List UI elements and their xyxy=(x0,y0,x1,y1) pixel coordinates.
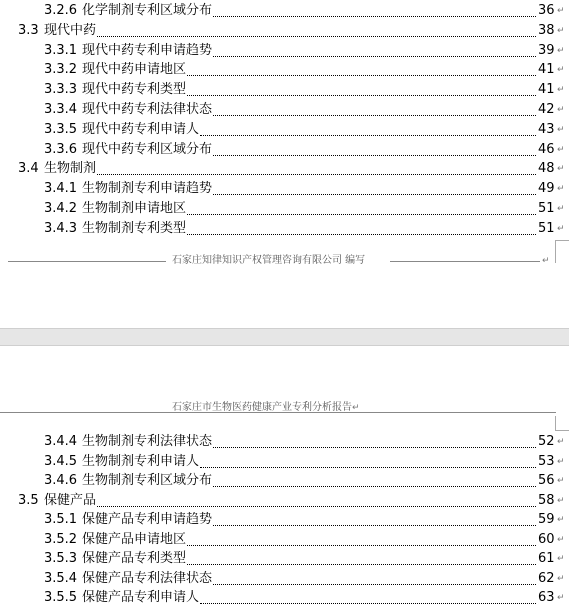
toc-entry[interactable] xyxy=(44,432,565,452)
toc-entry-page: 46 xyxy=(538,141,555,157)
toc-entry-number: 3.3.1 xyxy=(44,42,78,58)
toc-entry-title: 保健产品 xyxy=(44,492,97,508)
toc-leader-dots xyxy=(187,199,536,215)
toc-entry-number: 3.3.3 xyxy=(44,82,78,98)
toc-entry-number: 3.4.5 xyxy=(44,453,78,469)
toc-entry-page: 56 xyxy=(538,473,555,488)
toc-entry-number: 3.3.6 xyxy=(44,141,78,157)
toc-entry-page: 62 xyxy=(538,570,555,586)
toc-entry-title: 保健产品专利申请人 xyxy=(82,590,200,605)
footer-text: 石家庄知律知识产权管理咨询有限公司 编写 xyxy=(172,255,366,266)
toc-entry-title: 保健产品专利申请趋势 xyxy=(82,512,213,527)
toc-entry[interactable] xyxy=(44,219,565,239)
toc-entry[interactable] xyxy=(18,491,565,511)
paragraph-mark: ↵ xyxy=(352,403,360,413)
toc-entry-title: 保健产品专利法律状态 xyxy=(82,570,213,586)
toc-entry-number: 3.4.4 xyxy=(44,434,78,449)
paragraph-mark: ↵ xyxy=(557,124,565,135)
toc-leader-dots xyxy=(97,21,536,37)
toc-entry-page: 42 xyxy=(538,102,555,117)
toc-entry-number: 3.4.3 xyxy=(44,220,78,236)
toc-leader-dots xyxy=(213,179,536,195)
toc-entry-title: 现代中药专利申请趋势 xyxy=(82,42,213,58)
toc-entry-page: 58 xyxy=(538,492,555,508)
toc-entry-title: 生物制剂 xyxy=(44,161,97,177)
toc-entry[interactable] xyxy=(44,80,565,100)
toc-entry-title: 现代中药专利类型 xyxy=(82,82,187,98)
toc-entry[interactable] xyxy=(44,530,565,550)
page-footer xyxy=(8,253,548,269)
toc-entry-page: 39 xyxy=(538,42,555,58)
footer-rule-right xyxy=(390,261,540,262)
document-page-2 xyxy=(0,346,569,608)
paragraph-mark: ↵ xyxy=(557,85,565,96)
toc-entry-number: 3.4.2 xyxy=(44,201,78,216)
toc-leader-dots xyxy=(97,159,536,175)
toc-entry-page: 52 xyxy=(538,434,555,449)
header-rule xyxy=(0,412,556,413)
toc-entry-number: 3.5 xyxy=(18,492,39,508)
toc-entry-number: 3.5.3 xyxy=(44,551,78,566)
toc-entry[interactable] xyxy=(44,549,565,569)
toc-entry-title: 生物制剂专利区域分布 xyxy=(82,473,213,488)
page-corner-mark xyxy=(555,416,569,431)
toc-leader-dots xyxy=(187,80,536,96)
page-header xyxy=(172,398,360,413)
toc-entry[interactable] xyxy=(44,140,565,160)
toc-leader-dots xyxy=(97,491,536,507)
footer-rule-left xyxy=(8,261,166,262)
toc-entry-title: 现代中药专利区域分布 xyxy=(82,141,213,157)
toc-entry[interactable] xyxy=(18,21,565,41)
toc-entry-number: 3.3.4 xyxy=(44,102,78,117)
paragraph-mark: ↵ xyxy=(557,554,565,564)
toc-entry-title: 生物制剂专利法律状态 xyxy=(82,434,213,449)
paragraph-mark: ↵ xyxy=(557,573,565,584)
toc-entry-title: 生物制剂专利申请趋势 xyxy=(82,181,213,197)
paragraph-mark: ↵ xyxy=(542,256,550,266)
toc-leader-dots xyxy=(213,569,536,585)
toc-entry[interactable] xyxy=(44,510,565,530)
paragraph-mark: ↵ xyxy=(557,204,565,214)
toc-entry-page: 36 xyxy=(538,3,555,18)
toc-entry[interactable] xyxy=(44,471,565,491)
toc-entry[interactable] xyxy=(18,159,565,179)
toc-entry-page: 63 xyxy=(538,590,555,605)
toc-entry[interactable] xyxy=(44,41,565,61)
toc-entry-number: 3.5.4 xyxy=(44,570,78,586)
toc-entry[interactable] xyxy=(44,120,565,140)
toc-leader-dots xyxy=(213,432,536,448)
toc-leader-dots xyxy=(213,140,536,156)
toc-leader-dots xyxy=(200,120,536,136)
paragraph-mark: ↵ xyxy=(557,456,565,467)
toc-entry[interactable] xyxy=(44,569,565,589)
toc-leader-dots xyxy=(187,60,536,76)
toc-entry-title: 现代中药申请地区 xyxy=(82,62,187,78)
paragraph-mark: ↵ xyxy=(557,144,565,155)
toc-entry-number: 3.5.2 xyxy=(44,531,78,547)
paragraph-mark: ↵ xyxy=(557,223,565,234)
paragraph-mark: ↵ xyxy=(557,437,565,447)
toc-entry-number: 3.4.1 xyxy=(44,181,78,197)
toc-entry[interactable] xyxy=(44,1,565,21)
paragraph-mark: ↵ xyxy=(557,65,565,76)
toc-entry-page: 41 xyxy=(538,62,555,78)
toc-entry[interactable] xyxy=(44,100,565,120)
toc-entry-title: 化学制剂专利区域分布 xyxy=(82,3,213,18)
toc-entry-number: 3.3.5 xyxy=(44,121,78,137)
toc-entry-page: 41 xyxy=(538,82,555,98)
toc-entry-title: 生物制剂专利类型 xyxy=(82,220,187,236)
paragraph-mark: ↵ xyxy=(557,25,565,36)
toc-entry-title: 保健产品申请地区 xyxy=(82,531,187,547)
paragraph-mark: ↵ xyxy=(557,105,565,115)
toc-entry-title: 现代中药专利申请人 xyxy=(82,121,200,137)
toc-entry-page: 51 xyxy=(538,220,555,236)
toc-leader-dots xyxy=(213,471,536,487)
toc-leader-dots xyxy=(213,510,536,526)
toc-leader-dots xyxy=(200,588,536,604)
toc-entry-number: 3.4 xyxy=(18,161,39,177)
toc-entry-number: 3.3.2 xyxy=(44,62,78,78)
toc-entry[interactable] xyxy=(44,179,565,199)
toc-entry-title: 保健产品专利类型 xyxy=(82,551,187,566)
toc-entry[interactable] xyxy=(44,199,565,219)
toc-leader-dots xyxy=(187,530,536,546)
toc-entry-page: 60 xyxy=(538,531,555,547)
toc-entry-page: 53 xyxy=(538,453,555,469)
toc-entry-page: 59 xyxy=(538,512,555,527)
header-text: 石家庄市生物医药健康产业专利分析报告 xyxy=(172,402,352,413)
toc-entry-title: 现代中药 xyxy=(44,22,97,38)
toc-entry-page: 43 xyxy=(538,121,555,137)
paragraph-mark: ↵ xyxy=(557,45,565,56)
toc-entry[interactable] xyxy=(44,452,565,472)
toc-entry-title: 生物制剂申请地区 xyxy=(82,201,187,216)
toc-entry-page: 49 xyxy=(538,181,555,197)
toc-entry-number: 3.3 xyxy=(18,22,39,38)
toc-entry[interactable] xyxy=(44,60,565,80)
paragraph-mark: ↵ xyxy=(557,6,565,16)
paragraph-mark: ↵ xyxy=(557,164,565,175)
toc-entry-number: 3.5.5 xyxy=(44,590,78,605)
paragraph-mark: ↵ xyxy=(557,184,565,195)
paragraph-mark: ↵ xyxy=(557,476,565,486)
paragraph-mark: ↵ xyxy=(557,515,565,525)
paragraph-mark: ↵ xyxy=(557,593,565,603)
toc-entry-page: 38 xyxy=(538,22,555,38)
toc-leader-dots xyxy=(213,100,536,116)
page-gap xyxy=(0,328,569,346)
toc-leader-dots xyxy=(200,452,536,468)
paragraph-mark: ↵ xyxy=(557,495,565,506)
toc-leader-dots xyxy=(187,549,536,565)
toc-entry-title: 生物制剂专利申请人 xyxy=(82,453,200,469)
toc-entry-number: 3.5.1 xyxy=(44,512,78,527)
toc-entry-page: 48 xyxy=(538,161,555,177)
toc-leader-dots xyxy=(213,41,536,57)
toc-entry-number: 3.4.6 xyxy=(44,473,78,488)
toc-leader-dots xyxy=(213,1,536,17)
toc-entry-title: 现代中药专利法律状态 xyxy=(82,102,213,117)
toc-leader-dots xyxy=(187,219,536,235)
page-corner-mark xyxy=(555,240,569,263)
toc-entry[interactable] xyxy=(44,588,565,608)
paragraph-mark: ↵ xyxy=(557,534,565,545)
toc-entry-page: 51 xyxy=(538,201,555,216)
toc-entry-page: 61 xyxy=(538,551,555,566)
toc-entry-number: 3.2.6 xyxy=(44,3,78,18)
